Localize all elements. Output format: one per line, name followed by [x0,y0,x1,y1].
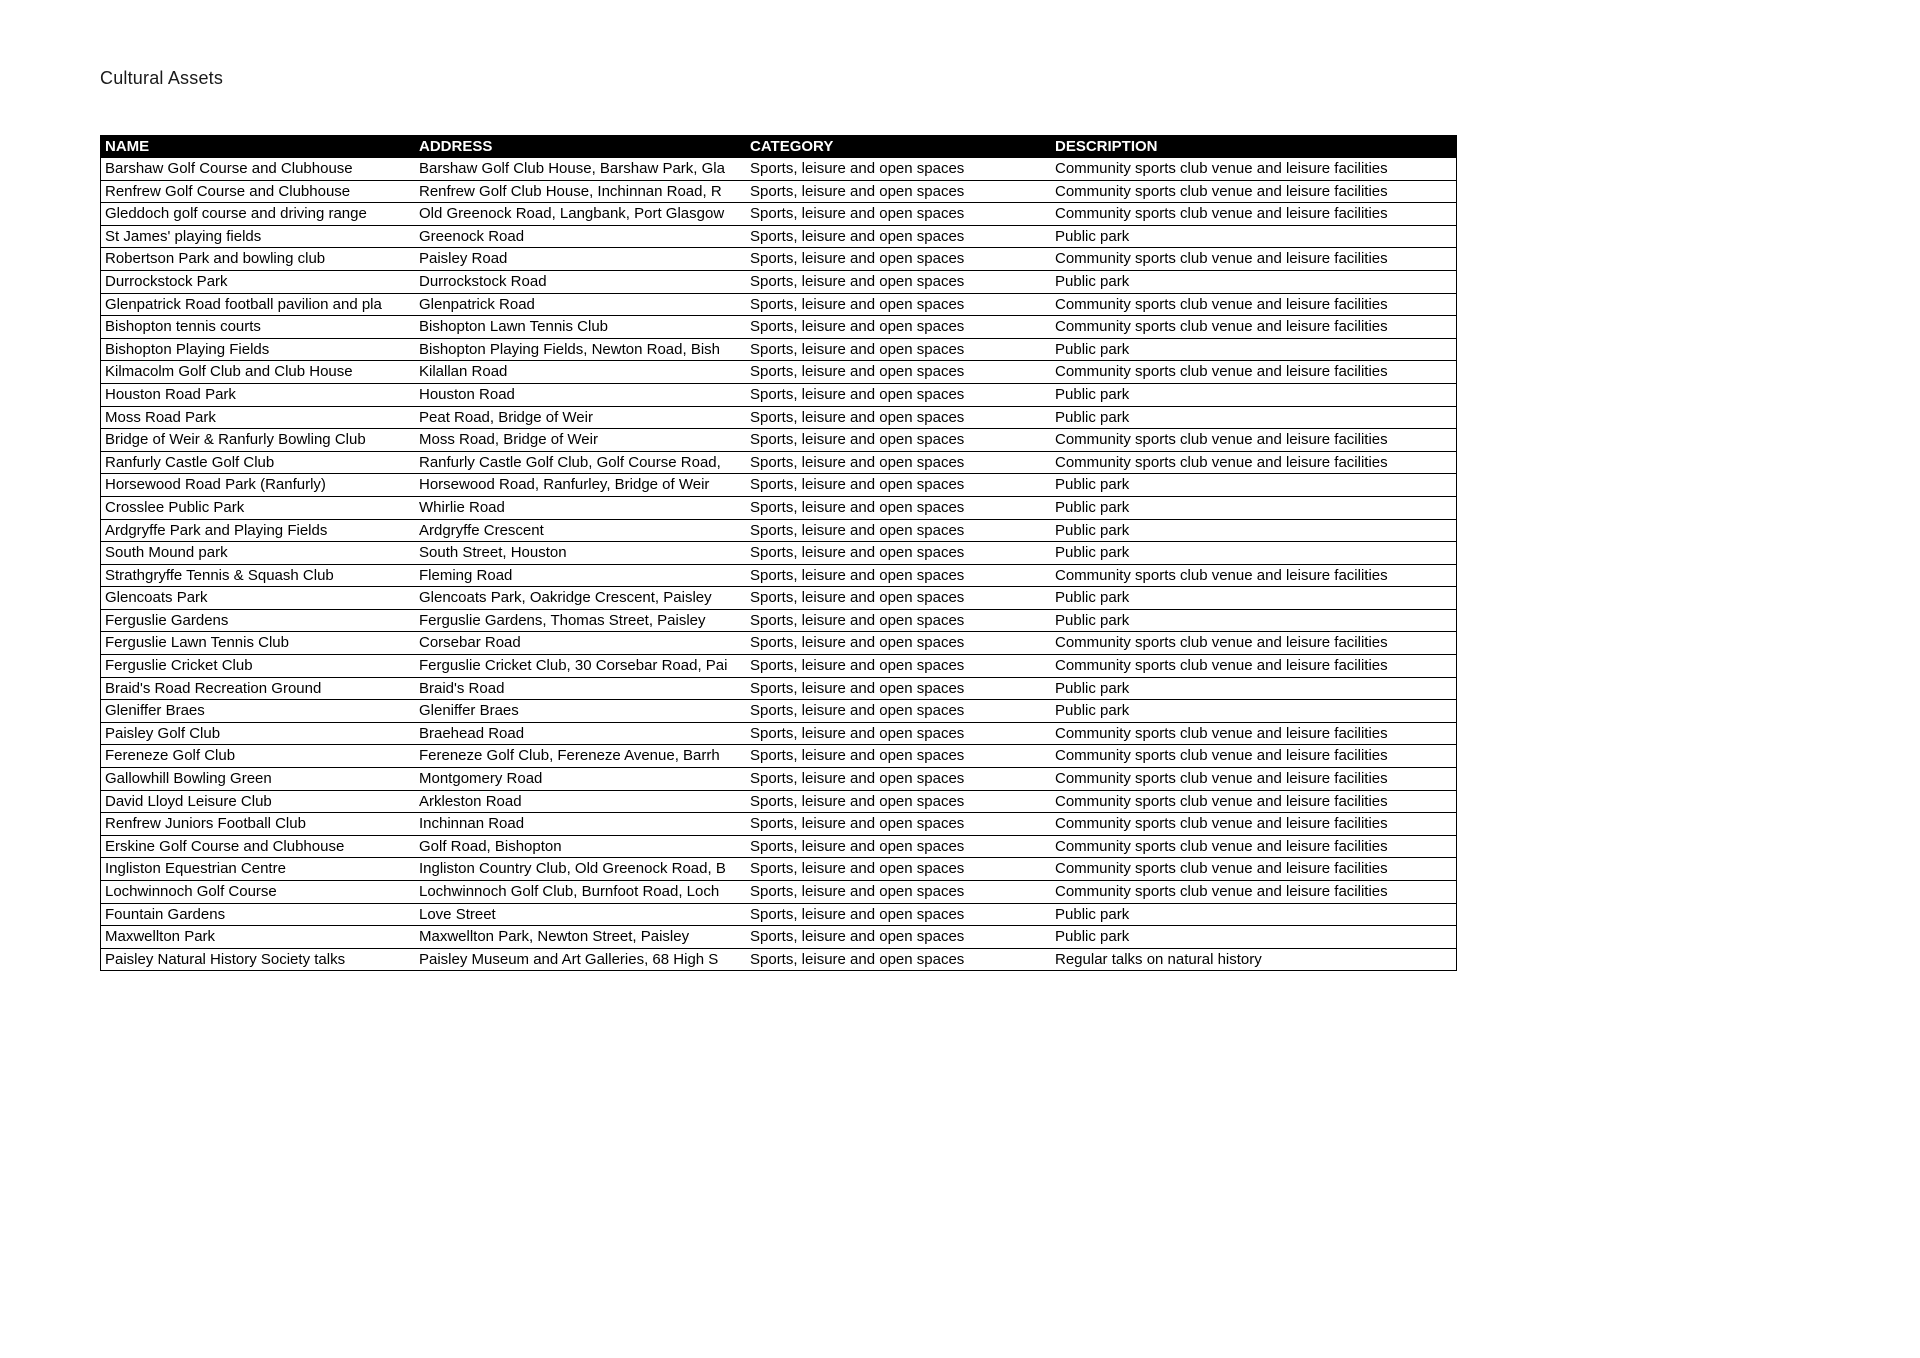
cell-description: Public park [1055,589,1130,607]
table-row [101,158,1456,181]
cell-name: Bridge of Weir & Ranfurly Bowling Club [105,431,366,449]
cell-name: Gleniffer Braes [105,702,205,720]
table-row [101,813,1456,836]
cell-description: Public park [1055,702,1130,720]
cell-description: Community sports club venue and leisure facilities [1055,860,1388,878]
cell-name: Glencoats Park [105,589,208,607]
cell-category: Sports, leisure and open spaces [750,724,965,742]
cell-description: Public park [1055,679,1130,697]
table-row [101,203,1456,226]
cell-description: Public park [1055,611,1130,629]
cell-category: Sports, leisure and open spaces [750,205,965,223]
cell-name: Fereneze Golf Club [105,747,236,765]
table-row [101,610,1456,633]
table-row [101,316,1456,339]
cell-name: Strathgryffe Tennis & Squash Club [105,566,334,584]
cell-address: Braid's Road [419,679,505,697]
cell-address: Ardgryffe Crescent [419,521,544,539]
cell-address: Bishopton Lawn Tennis Club [419,318,609,336]
cell-category: Sports, leisure and open spaces [750,498,965,516]
table-row [101,791,1456,814]
cell-name: Ingliston Equestrian Centre [105,860,286,878]
cell-name: Lochwinnoch Golf Course [105,883,277,900]
cell-category: Sports, leisure and open spaces [750,657,965,675]
cell-name: Erskine Golf Course and Clubhouse [105,837,345,855]
table-row [101,678,1456,701]
cell-description: Community sports club venue and leisure facilities [1055,657,1388,675]
cell-address: Horsewood Road, Ranfurley, Bridge of Weir [419,476,710,494]
cell-address: Kilallan Road [419,363,508,381]
cell-description: Community sports club venue and leisure facilities [1055,160,1388,177]
cell-address: Love Street [419,905,496,923]
cell-category: Sports, leisure and open spaces [750,860,965,878]
cell-description: Community sports club venue and leisure facilities [1055,295,1388,313]
cell-name: Ferguslie Lawn Tennis Club [105,634,289,652]
table-row [101,655,1456,678]
cell-address: Glenpatrick Road [419,295,535,313]
cell-description: Community sports club venue and leisure facilities [1055,566,1388,584]
table-row [101,700,1456,723]
cell-name: Durrockstock Park [105,272,228,290]
cell-category: Sports, leisure and open spaces [750,227,965,245]
table-row [101,745,1456,768]
table-row [101,836,1456,859]
page-title: Cultural Assets [100,68,224,88]
cell-name: Barshaw Golf Course and Clubhouse [105,160,353,177]
cell-description: Community sports club venue and leisure facilities [1055,724,1388,742]
cell-address: Houston Road [419,385,515,403]
cell-category: Sports, leisure and open spaces [750,837,965,855]
cell-name: Ferguslie Gardens [105,611,229,629]
cell-name: Fountain Gardens [105,905,226,923]
cell-address: Peat Road, Bridge of Weir [419,408,593,426]
cell-name: Houston Road Park [105,385,236,403]
table-row [101,497,1456,520]
table-row [101,904,1456,927]
cell-category: Sports, leisure and open spaces [750,295,965,313]
cell-category: Sports, leisure and open spaces [750,250,965,268]
cell-name: Kilmacolm Golf Club and Club House [105,363,353,381]
cell-description: Community sports club venue and leisure facilities [1055,453,1388,471]
cell-description: Community sports club venue and leisure facilities [1055,747,1388,765]
cell-address: Ferguslie Cricket Club, 30 Corsebar Road, Pai [419,657,728,675]
cell-category: Sports, leisure and open spaces [750,928,965,946]
cell-name: Maxwellton Park [105,928,216,946]
table-row [101,632,1456,655]
cell-category: Sports, leisure and open spaces [750,272,965,290]
cell-description: Public park [1055,272,1130,290]
cell-description: Community sports club venue and leisure facilities [1055,363,1388,381]
cell-name: Ardgryffe Park and Playing Fields [105,521,328,539]
table-row [101,384,1456,407]
table-row [101,361,1456,384]
cell-address: Bishopton Playing Fields, Newton Road, Bish [419,340,720,358]
cell-address: Greenock Road [419,227,525,245]
cell-category: Sports, leisure and open spaces [750,453,965,471]
cell-category: Sports, leisure and open spaces [750,702,965,720]
cell-category: Sports, leisure and open spaces [750,905,965,923]
table-row [101,949,1456,971]
cell-category: Sports, leisure and open spaces [750,815,965,833]
cell-category: Sports, leisure and open spaces [750,770,965,788]
cell-name: Ranfurly Castle Golf Club [105,453,275,471]
cell-description: Community sports club venue and leisure facilities [1055,883,1388,900]
cell-description: Regular talks on natural history [1055,950,1262,968]
column-header-category: CATEGORY [750,138,834,155]
table-row [101,429,1456,452]
table-row [101,294,1456,317]
cell-name: St James' playing fields [105,227,262,245]
cell-name: Renfrew Juniors Football Club [105,815,306,833]
table-row [101,248,1456,271]
cell-address: Inchinnan Road [419,815,525,833]
cell-description: Community sports club venue and leisure facilities [1055,431,1388,449]
table-row [101,565,1456,588]
cultural-assets-table [100,135,1457,971]
cell-name: Renfrew Golf Course and Clubhouse [105,182,351,200]
cell-category: Sports, leisure and open spaces [750,476,965,494]
cell-name: Ferguslie Cricket Club [105,657,253,675]
cell-address: Montgomery Road [419,770,543,788]
column-header-address: ADDRESS [419,138,493,155]
cell-address: Paisley Road [419,250,508,268]
cell-category: Sports, leisure and open spaces [750,747,965,765]
cell-category: Sports, leisure and open spaces [750,950,965,968]
table-row [101,926,1456,949]
cell-name: David Lloyd Leisure Club [105,792,272,810]
table-row [101,858,1456,881]
cell-name: Paisley Golf Club [105,724,221,742]
table-body [101,158,1456,970]
cell-address: Durrockstock Road [419,272,547,290]
cell-description: Community sports club venue and leisure facilities [1055,837,1388,855]
cell-category: Sports, leisure and open spaces [750,385,965,403]
cell-category: Sports, leisure and open spaces [750,160,965,177]
cell-description: Community sports club venue and leisure facilities [1055,634,1388,652]
cell-name: Paisley Natural History Society talks [105,950,346,968]
cell-description: Community sports club venue and leisure facilities [1055,770,1388,788]
cell-category: Sports, leisure and open spaces [750,363,965,381]
cell-name: Braid's Road Recreation Ground [105,679,322,697]
cell-category: Sports, leisure and open spaces [750,408,965,426]
cell-category: Sports, leisure and open spaces [750,792,965,810]
cell-name: Robertson Park and bowling club [105,250,326,268]
table-row [101,881,1456,904]
cell-name: Glenpatrick Road football pavilion and pla [105,295,382,313]
cell-address: Arkleston Road [419,792,522,810]
cell-address: Ranfurly Castle Golf Club, Golf Course Road, [419,453,721,471]
cell-address: Fleming Road [419,566,513,584]
cell-description: Public park [1055,408,1130,426]
cell-address: Fereneze Golf Club, Fereneze Avenue, Barrh [419,747,720,765]
cell-name: Gallowhill Bowling Green [105,770,272,788]
cell-address: Ferguslie Gardens, Thomas Street, Paisley [419,611,706,629]
cell-category: Sports, leisure and open spaces [750,589,965,607]
cell-description: Public park [1055,476,1130,494]
cell-description: Public park [1055,544,1130,562]
cell-category: Sports, leisure and open spaces [750,182,965,200]
table-row [101,723,1456,746]
table-header-row [101,136,1456,158]
cell-description: Public park [1055,521,1130,539]
table-row [101,181,1456,204]
table-row [101,407,1456,430]
table-row [101,587,1456,610]
cell-name: South Mound park [105,544,228,562]
cell-description: Community sports club venue and leisure facilities [1055,792,1388,810]
cell-category: Sports, leisure and open spaces [750,566,965,584]
cell-description: Public park [1055,498,1130,516]
cell-address: Maxwellton Park, Newton Street, Paisley [419,928,690,946]
table-row [101,542,1456,565]
cell-description: Public park [1055,385,1130,403]
cell-address: Whirlie Road [419,498,505,516]
cell-address: Old Greenock Road, Langbank, Port Glasgow [419,205,725,223]
cell-category: Sports, leisure and open spaces [750,679,965,697]
cell-description: Public park [1055,227,1130,245]
cell-description: Community sports club venue and leisure facilities [1055,250,1388,268]
cell-name: Bishopton tennis courts [105,318,261,336]
cell-category: Sports, leisure and open spaces [750,318,965,336]
cell-description: Community sports club venue and leisure facilities [1055,205,1388,223]
cell-address: Braehead Road [419,724,525,742]
table-row [101,452,1456,475]
cell-description: Public park [1055,340,1130,358]
cell-address: Corsebar Road [419,634,521,652]
column-header-name: NAME [105,138,150,155]
cell-category: Sports, leisure and open spaces [750,431,965,449]
cell-address: Renfrew Golf Club House, Inchinnan Road, R [419,182,722,200]
table-row [101,271,1456,294]
cell-address: South Street, Houston [419,544,567,562]
cell-category: Sports, leisure and open spaces [750,634,965,652]
table-row [101,520,1456,543]
cell-description: Public park [1055,905,1130,923]
cell-address: Barshaw Golf Club House, Barshaw Park, Gla [419,160,725,177]
cell-address: Golf Road, Bishopton [419,837,562,855]
cell-name: Horsewood Road Park (Ranfurly) [105,476,326,494]
cell-address: Lochwinnoch Golf Club, Burnfoot Road, Loch [419,883,720,900]
cell-description: Community sports club venue and leisure facilities [1055,182,1388,200]
cell-address: Glencoats Park, Oakridge Crescent, Paisley [419,589,712,607]
table-row [101,768,1456,791]
cell-name: Gleddoch golf course and driving range [105,205,367,223]
cell-description: Community sports club venue and leisure facilities [1055,815,1388,833]
cell-category: Sports, leisure and open spaces [750,611,965,629]
cell-address: Ingliston Country Club, Old Greenock Road, B [419,860,726,878]
cell-category: Sports, leisure and open spaces [750,883,965,900]
cell-address: Gleniffer Braes [419,702,519,720]
table-row [101,339,1456,362]
table-row [101,226,1456,249]
cell-address: Paisley Museum and Art Galleries, 68 High S [419,950,719,968]
cell-category: Sports, leisure and open spaces [750,340,965,358]
cell-description: Community sports club venue and leisure facilities [1055,318,1388,336]
cell-name: Bishopton Playing Fields [105,340,270,358]
table-row [101,474,1456,497]
cell-name: Moss Road Park [105,408,216,426]
cell-category: Sports, leisure and open spaces [750,521,965,539]
cell-address: Moss Road, Bridge of Weir [419,431,598,449]
cell-description: Public park [1055,928,1130,946]
column-header-description: DESCRIPTION [1055,138,1158,155]
cell-name: Crosslee Public Park [105,498,245,516]
cell-category: Sports, leisure and open spaces [750,544,965,562]
